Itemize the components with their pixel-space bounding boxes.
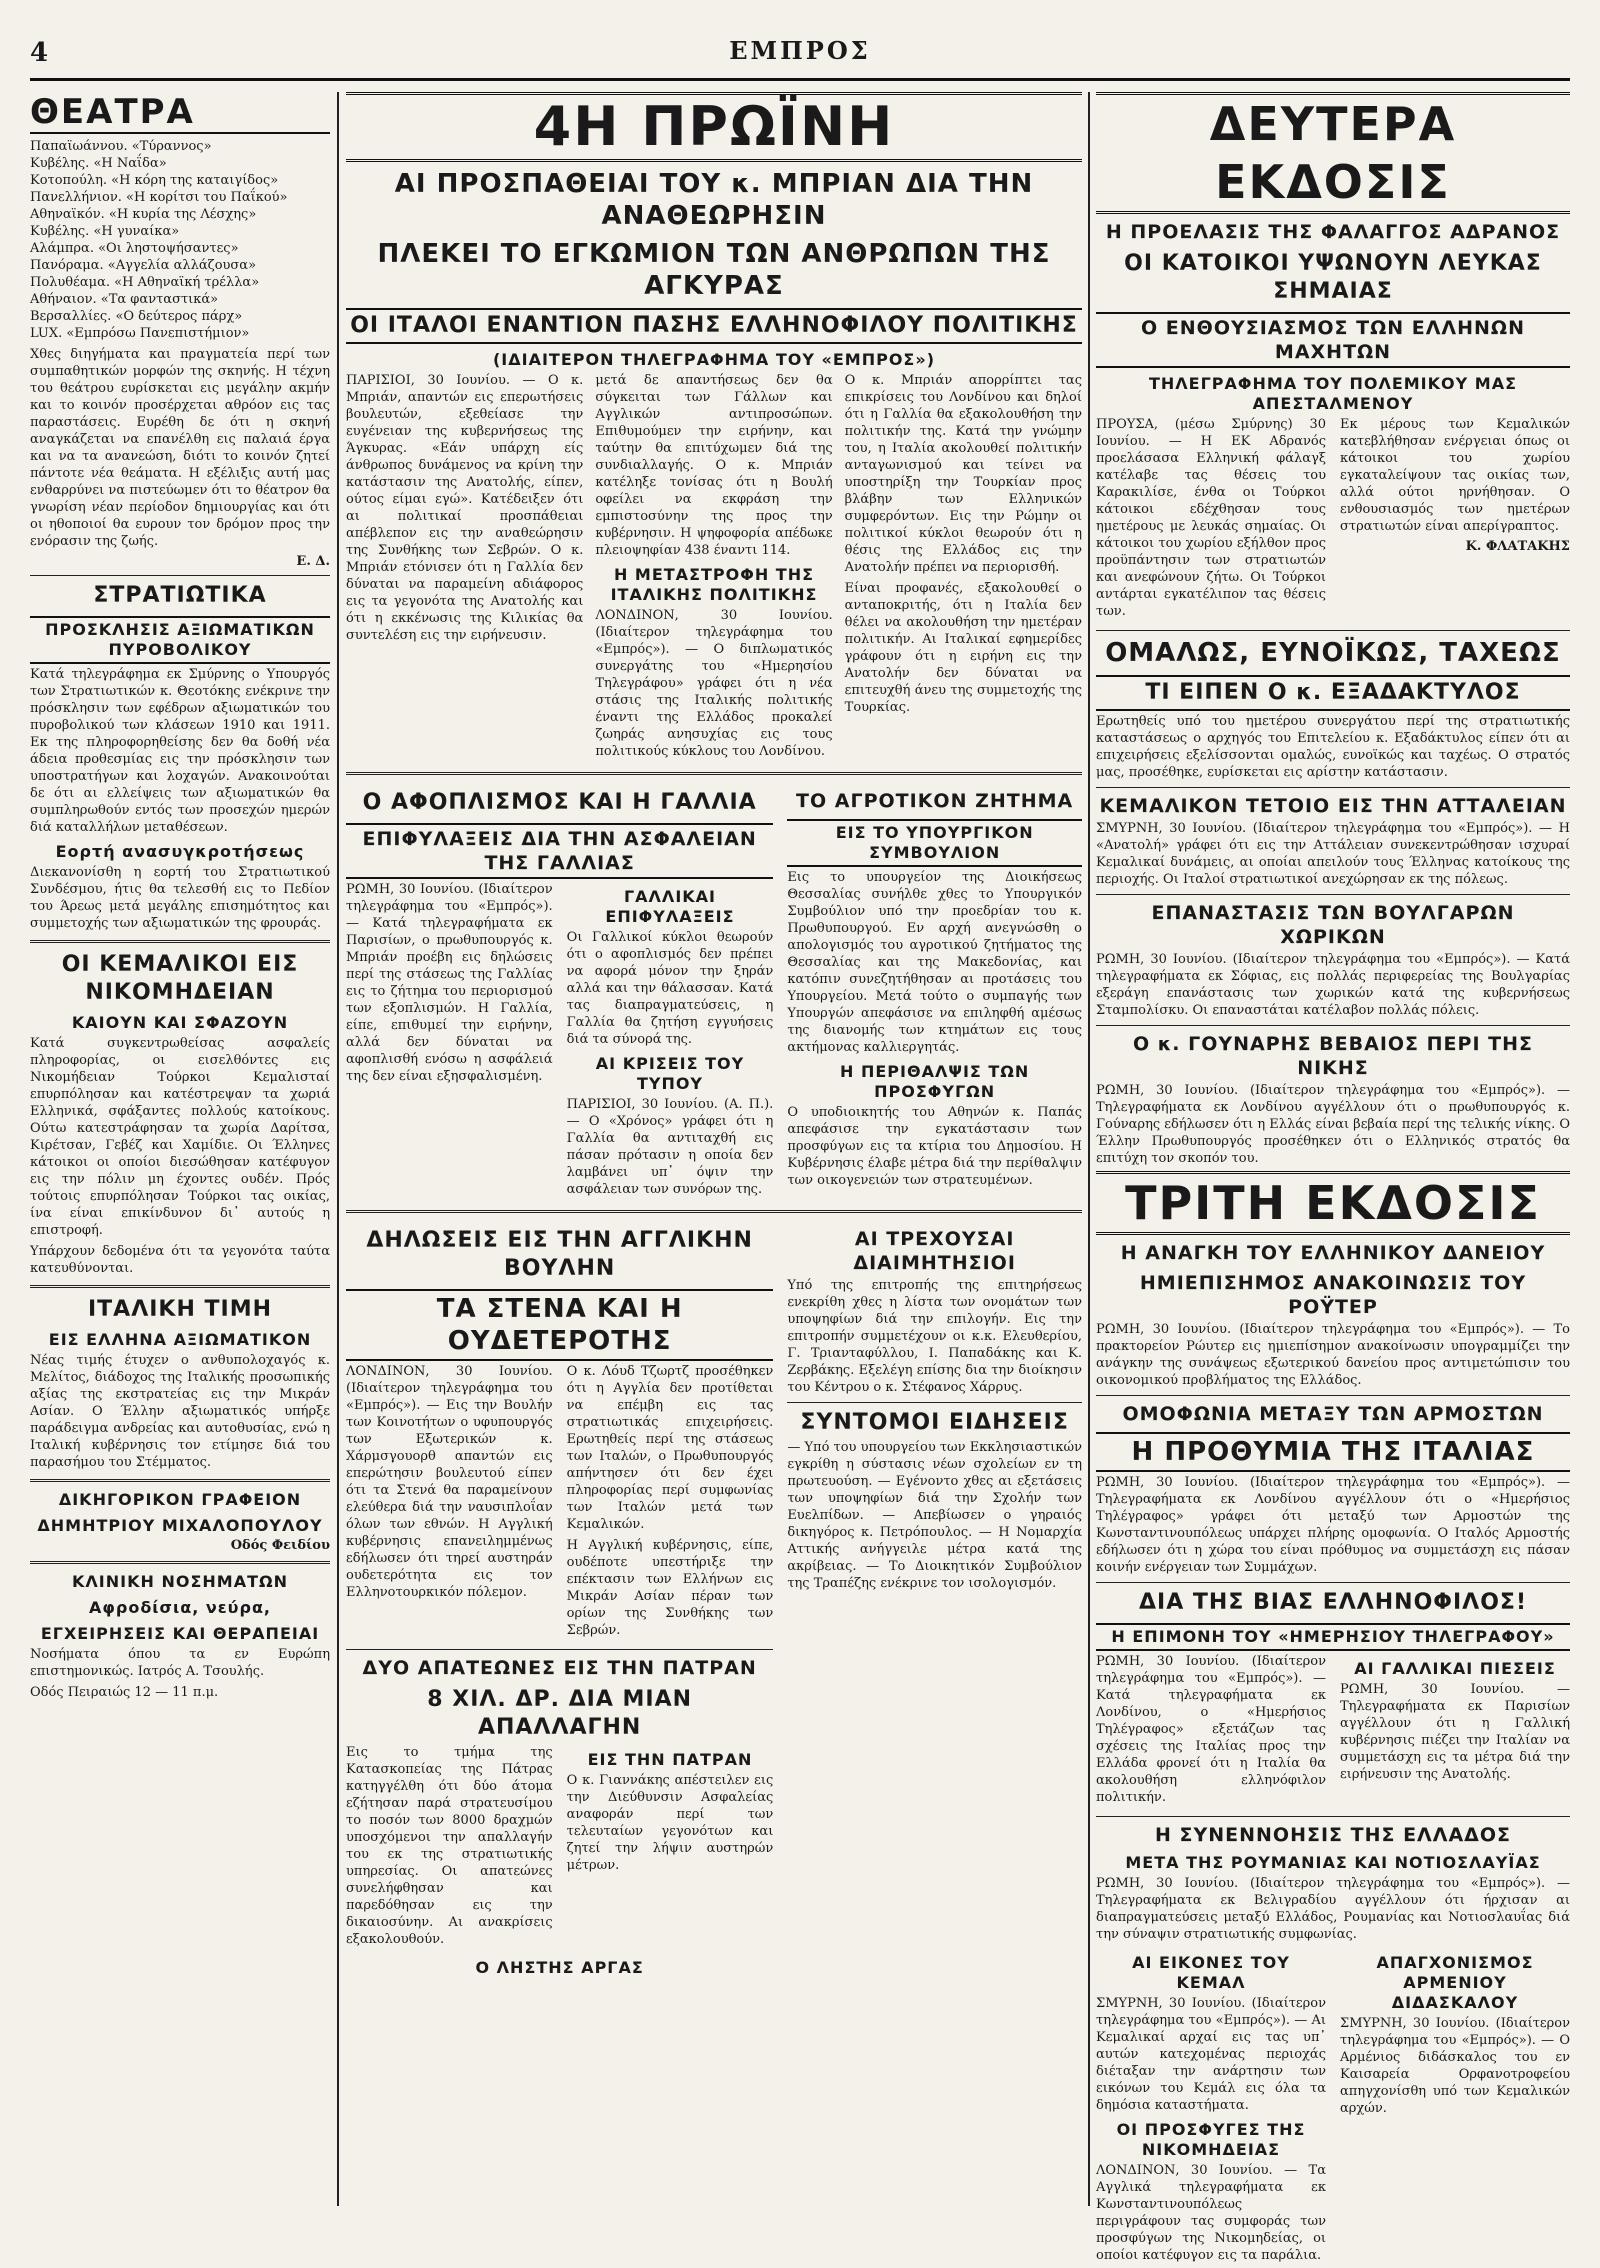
theatre-body: Χθες διηγήματα και πραγματεία περί των συμπαθητικών μορφών της σκηνής. Η τέχνη του θεάτρου ευρίσκεται εις μεγάλην ακμήν και το κοινόν προσέρχεται αθρόον εις τας παραστάσεις. Ευρέθη δε ότι η σκηνή αναγκάζεται να επανέλθη εις παλαιά έργα και να τα ανανεώση, διότι το κοινόν ζητεί πάντοτε νέα θεάματα. Η εξέλιξις αυτή μας ενθαρρύνει να πιστεύωμεν ότι το θέατρον θα γνωρίση νέαν περίοδον δημιουργίας και ότι οι ηθοποιοί θα ευρουν τον δρόμον προς την ενόρασιν της ζωής. [30, 347, 330, 549]
divider [30, 1479, 330, 1482]
bulgarian-body: ΡΩΜΗ, 30 Ιουνίου. (Ιδιαίτερον τηλεγράφημα του «Εμπρός»). — Κατά τηλεγραφήματα εκ Σόφιας, εις πολλάς περιφερείας της Βουλγαρίας εξεράγη επανάστασις των χωρικών κατά της κυβερνήσεως Σταμπολίσκυ. Οι επαναστάται κατέλαβον πολλάς πόλεις. [1096, 952, 1570, 1018]
first-edition-col-3: Ο κ. Μπριάν απορρίπτει τας επικρίσεις του Λονδίνου και δηλοί ότι η Γαλλία θα εξακολουθήση την πολιτικήν της. Κατά την γνώμην του, η Ιταλία ακολουθεί πολιτικήν ανταγωνισμού και τείνει να υποστηρίξη την Τουρκίαν προς βλάβην των Ελληνικών συμφερόντων. Εις την Ρώμην οι πολιτικοί κύκλοι θεωρούν ότι η θέσις της Ελλάδος εις την Ανατολήν πρέπει να περιορισθή. [844, 373, 1082, 575]
kemalists-body: Κατά συγκεντρωθείσας ασφαλείς πληροφορίας, οι εισελθόντες εις Νικομήδειαν Τούρκοι Κεμαλισταί επυρπόλησαν και κατέστρεψαν τα χωριά Ελληνικά, σφάξαντες πολλούς κατοίκους. Ούτω κατεστράφησαν τα χωρία Δαρίτσα, Κιρέτσαν, Γεβέζ και Χαμίδιε. Οι Έλληνες κάτοικοι οι οποίοι διεσώθησαν κατέφυγον εις την πόλιν μη έχοντες ουδέν. Πρός τούτοις επυρπόλησαν Τούρκοι τας οικίας, ίνα είναι επικίνδυνον δι᾽ αυτούς η επιστροφή. [30, 1036, 330, 1238]
parliament-body-2: Ο κ. Λόυδ Τζωρτζ προσέθηκεν ότι η Αγγλία δεν προτίθεται να επέμβη εις τας στρατιωτικάς επιχειρήσεις. Ερωτηθείς περί της στάσεως των Ιταλών, ο Πρωθυπουργός απήντησεν ότι δεν έχει πληροφορίας περί συμφωνίας των Ιταλών μετά των Κεμαλικών. [566, 1364, 774, 1532]
divider [1096, 630, 1570, 631]
romania-body: ΡΩΜΗ, 30 Ιουνίου. (Ιδιαίτερον τηλεγράφημα του «Εμπρός»). — Τηλεγραφήματα εκ Βελιγραδίου αγγέλλουν ότι ήρχισαν αι διαπραγματεύσεις μεταξύ Ελλάδος, Ρουμανίας και Νοτιοσλαυΐας διά την σύναψιν στρατιωτικής συμφωνίας. [1096, 1876, 1570, 1942]
divider [1096, 1395, 1570, 1396]
agrarian-subtitle: ΕΙΣ ΤΟ ΥΠΟΥΡΓΙΚΟΝ ΣΥΜΒΟΥΛΙΟΝ [787, 819, 1082, 867]
disarmament-body-2: Οι Γαλλικοί κύκλοι θεωρούν ότι ο αφοπλισμός δεν πρέπει να αφορά μόνον την ξηράν αλλά και την θάλασσαν. Κατά τας διαπραγματεύσεις, η Γαλλία θα ζητήση εγγυήσεις διά τα σύνορά της. [566, 930, 774, 1047]
disarmament-title: Ο ΑΦΟΠΛΙΣΜΟΣ ΚΑΙ Η ΓΑΛΛΙΑ [362, 790, 757, 815]
fugitives-body: Υπό της επιτροπής της επιτηρήσεως ενεκρίθη χθες η λίστα των ονομάτων των υποψηφίων διά την επιλογήν. Εις την επιτροπήν συμμετέχουν οι κ.κ. Ελευθερίου, Γ. Τριανταφύλλου, Ι. Παπαδάκης και Κ. Ζερβάκης. Εξελέγη επίσης δια την διοίκησιν του Κέντρου ο κ. Στέφανος Χάρρυς. [787, 1278, 1082, 1395]
nicomedia-title: ΟΙ ΠΡΟΣΦΥΓΕΣ ΤΗΣ ΝΙΚΟΜΗΔΕΙΑΣ [1116, 2120, 1306, 2159]
agrarian-subhead: Η ΠΕΡΙΘΑΛΨΙΣ ΤΩΝ ΠΡΟΣΦΥΓΩΝ [840, 1062, 1030, 1101]
first-edition-headline-3: ΟΙ ΙΤΑΛΟΙ ΕΝΑΝΤΙΟΝ ΠΑΣΗΣ ΕΛΛΗΝΟΦΙΛΟΥ ΠΟΛΙΤΙΚΗΣ [346, 308, 1082, 344]
center-column [346, 92, 1082, 2206]
list-item: Βερσαλλίες. «Ο δεύτερος πάρχ» [30, 309, 243, 324]
military-title: ΣΤΡΑΤΙΩΤΙΚΑ [93, 583, 267, 608]
list-item: Κοτοπούλη. «Η κόρη της καταιγίδος» [30, 173, 279, 188]
philhellene-subhead: ΑΙ ΓΑΛΛΙΚΑΙ ΠΙΕΣΕΙΣ [1354, 1659, 1556, 1678]
calm-title: ΟΜΑΛΩΣ, ΕΥΝΟΪΚΩΣ, ΤΑΧΕΩΣ [1105, 638, 1561, 668]
robbers-title: ΔΥΟ ΑΠΑΤΕΩΝΕΣ ΕΙΣ ΤΗΝ ΠΑΤΡΑΝ [362, 1657, 757, 1679]
law-office-address: Οδός Φειδίου [230, 1538, 330, 1553]
first-edition-col-1: ΠΑΡΙΣΙΟΙ, 30 Ιουνίου. — Ο κ. Μπριάν, απαντών εις επερωτήσεις βουλευτών, εξεθείασε την ευγένειαν της κυβερνήσεως της Άγκυρας. «Εάν υπάρχη είς άνθρωπος δυνάμενος να κρίνη την κατάστασιν της Ανατολής, είπεν, ούτος είμαι εγώ». Κατέδειξεν ότι αι πολιτικαί προσπάθειαι απέβλεπον εις την αναθεώρησιν της Συνθήκης των Σεβρών. Ο κ. Μπριάν ετόνισεν ότι η Γαλλία δεν δύναται να παραμείνη αδιάφορος εις τα γεγονότα της Ανατολής και ότι η εκκένωσις της Κιλικίας θα συντελέση εις την ειρήνευσιν. [346, 373, 584, 643]
agrarian-title: ΤΟ ΑΓΡΟΤΙΚΟΝ ΖΗΤΗΜΑ [796, 790, 1074, 812]
bulgarian-title: ΕΠΑΝΑΣΤΑΣΙΣ ΤΩΝ ΒΟΥΛΓΑΡΩΝ ΧΩΡΙΚΩΝ [1151, 902, 1515, 948]
divider [30, 1561, 330, 1564]
list-item: Παπαϊωάννου. «Τύραννος» [30, 139, 212, 154]
gounaris-body: ΡΩΜΗ, 30 Ιουνίου. (Ιδιαίτερον τηλεγράφημα του «Εμπρός»). — Τηλεγραφήματα εκ Λονδίνου αγγέλλουν ότι ο πρωθυπουργός κ. Γούναρης εδήλωσεν ότι η Ελλάς είναι βεβαία περί της τελικής νίκης. Ο Έλλην Πρωθυπουργός προσέθηκεν ότι ο Ελληνικός στρατός θα επιτύχη τον σκοπόν του. [1096, 1083, 1570, 1166]
unanimity-title: ΟΜΟΦΩΝΙΑ ΜΕΤΑΞΥ ΤΩΝ ΑΡΜΟΣΤΩΝ [1122, 1403, 1544, 1425]
unanimity-body: ΡΩΜΗ, 30 Ιουνίου. (Ιδιαίτερον τηλεγράφημα του «Εμπρός»). — Τηλεγραφήματα εκ Λονδίνου αγγέλλουν ότι ο «Ημερήσιος Τηλέγραφος» γράφει ότι μεταξύ των Αρμοστών της Κωνσταντινουπόλεως υπάρχει πλήρης ομοφωνία. Ο Ιταλός Αρμοστής εδήλωσεν ότι η χώρα του είναι πρόθυμος να συμμετάσχη εις πάσαν κοινήν ενέργειαν των Συμμάχων. [1096, 1475, 1570, 1575]
agrarian-body: Εις το υπουργείον της Διοικήσεως Θεσσαλίας συνήλθε χθες το Υπουργικόν Συμβούλιον υπό την προεδρίαν του κ. Πρωθυπουργού. Εν αρχή ανεγνώσθη ο απολογισμός του αγροτικού ζητήματος της Θεσσαλίας και της Μακεδονίας, και κατόπιν συνεζητήθησαν αι προτάσεις του Υπουργείου. Μετά τούτο ο συμπαγής των Υπουργών απεφάσισε να επιληφθή αμέσως της διανομής των κτημάτων εις τους ακτήμονας καλλιεργητάς. [787, 870, 1082, 1055]
divider [787, 1402, 1082, 1403]
clinic-line-3: Νοσήματα όπου τα εν Ευρώπη επιστημονικώς. Ιατρός Α. Τσουλής. [30, 1647, 330, 1679]
kemalists-body-2: Υπάρχουν δεδομένα ότι τα γεγονότα ταύτα κατευθύνονται. [30, 1244, 330, 1276]
divider [30, 575, 330, 576]
law-office-name: ΔΗΜΗΤΡΙΟΥ ΜΙΧΑΛΟΠΟΥΛΟΥ [37, 1516, 323, 1535]
robbers-subtitle: 8 ΧΙΛ. ΔΡ. ΔΙΑ ΜΙΑΝ ΑΠΑΛΛΑΓΗΝ [427, 1687, 693, 1740]
military-body-2: Διεκανονίσθη η εορτή του Στρατιωτικού Συνδέσμου, ήτις θα τελεσθή εις το Πεδίον του Άρεως μετά μεγάλης επισημότητος και συμμετοχής των αξιωματικών της φρουράς. [30, 865, 330, 931]
italian-honor-title: ΙΤΑΛΙΚΗ ΤΙΜΗ [87, 1297, 273, 1322]
list-item: Πολυθέαμα. «Η Αθηναϊκή τρέλλα» [30, 275, 260, 290]
column-rule [337, 92, 339, 2206]
second-edition-dispatch: ΤΗΛΕΓΡΑΦΗΜΑ ΤΟΥ ΠΟΛΕΜΙΚΟΥ ΜΑΣ ΑΠΕΣΤΑΛΜΕΝΟΥ [1148, 374, 1518, 413]
first-edition-dispatch: (ΙΔΙΑΙΤΕΡΟΝ ΤΗΛΕΓΡΑΦΗΜΑ ΤΟΥ «ΕΜΠΡΟΣ») [492, 350, 935, 369]
kemal-images-body: ΣΜΥΡΝΗ, 30 Ιουνίου. (Ιδιαίτερον τηλεγράφημα του «Εμπρός»). — Αι Κεμαλικαί αρχαί εις τας υπ᾽ αυτών κατεχομένας περιοχάς διέταξαν την ανάρτησιν των εικόνων του Κεμάλ εις όλα τα δημόσια καταστήματα. [1096, 1996, 1326, 2113]
right-column [1096, 92, 1570, 2263]
divider [1096, 894, 1570, 895]
list-item: Κυβέλης. «Η γυναίκα» [30, 224, 180, 239]
robbers-footer: Ο ΛΗΣΤΗΣ ΑΡΓΑΣ [475, 1958, 644, 1977]
divider [346, 1210, 1082, 1213]
parliament-body: ΛΟΝΔΙΝΟΝ, 30 Ιουνίου. (Ιδιαίτερον τηλεγράφημα του «Εμπρός»). — Εις την Βουλήν των Κοινοτήτων ο υφυπουργός των Εξωτερικών κ. Χάρμσγουορθ απαντών εις επερώτησιν βουλευτού είπεν ότι τα Στενά θα παραμείνουν ελεύθερα διά την ναυσιπλοΐαν όλων των εθνών. Η Αγγλική κυβέρνησις επανειλημμένως εδήλωσεν ότι τηρεί αυστηράν ουδετερότητα εις τον Ελληνοτουρκικόν πόλεμον. [346, 1364, 553, 1600]
clinic-line-4: Οδός Πειραιώς 12 — 11 π.μ. [30, 1685, 219, 1700]
divider [1096, 1025, 1570, 1026]
second-edition-headline-2: ΟΙ ΚΑΤΟΙΚΟΙ ΥΨΩΝΟΥΝ ΛΕΥΚΑΣ ΣΗΜΑΙΑΣ [1124, 251, 1542, 304]
divider [346, 772, 1082, 775]
philhellene-subtitle: Η ΕΠΙΜΟΝΗ ΤΟΥ «ΗΜΕΡΗΣΙΟΥ ΤΗΛΕΓΡΑΦΟΥ» [1096, 1623, 1570, 1651]
philhellene-body-2: ΡΩΜΗ, 30 Ιουνίου. — Τηλεγραφήματα εκ Παρισίων αγγέλλουν ότι η Γαλλική κυβέρνησις πιέζει την Ιταλίαν να συμμετάσχη εις τα μέτρα διά την ειρήνευσιν της Ανατολής. [1340, 1682, 1570, 1782]
parliament-title: ΔΗΛΩΣΕΙΣ ΕΙΣ ΤΗΝ ΑΓΓΛΙΚΗΝ ΒΟΥΛΗΝ [366, 1228, 753, 1281]
short-news-body: — Υπό του υπουργείου των Εκκλησιαστικών εγκρίθη η σύστασις νέων σχολείων εν τη πρωτευούση. — Εγένοντο χθες αι εξετάσεις των υποψηφίων διά την Σχολήν των Ευελπίδων. — Απεβίωσεν ο γηραιός δικηγόρος κ. Πετρόπουλος. — Η Νομαρχία Αττικής ανήγγειλε μέτρα κατά της ακρίβειας. — Το Διοικητικόν Συμβούλιον της Τραπέζης ενέκρινε τον ισολογισμόν. [787, 1440, 1083, 1591]
armenian-body: ΣΜΥΡΝΗ, 30 Ιουνίου. (Ιδιαίτερον τηλεγράφημα του «Εμπρός»). — Ο Αρμένιος διδάσκαλος του εν Καισαρεία Ορφανοτροφείου απηγχονίσθη υπό των Κεμαλικών αρχών. [1340, 2016, 1570, 2116]
second-edition-label: ΔΕΥΤΕΡΑ ΕΚΔΟΣΙΣ [1096, 92, 1570, 214]
page-number: 4 [30, 38, 49, 68]
military-subhead: Εορτή ανασυγκροτήσεως [55, 842, 305, 861]
disarmament-subhead: ΓΑΛΛΙΚΑΙ ΕΠΙΦΥΛΑΞΕΙΣ [605, 887, 735, 926]
disarmament-body-3: ΠΑΡΙΣΙΟΙ, 30 Ιουνίου. (Α. Π.). — Ο «Χρόνος» γράφει ότι η Γαλλία θα αντιταχθή εις πάσαν πρότασιν η οποία δεν λαμβάνει υπ᾽ όψιν την ασφάλειαν των συνόρων της. [566, 1097, 774, 1197]
list-item: Πανόραμα. «Αγγελία αλλάζουσα» [30, 258, 257, 273]
short-news-title: ΣΥΝΤΟΜΟΙ ΕΙΔΗΣΕΙΣ [800, 1410, 1069, 1435]
third-edition-headline-1: Η ΑΝΑΓΚΗ ΤΟΥ ΕΛΛΗΝΙΚΟΥ ΔΑΝΕΙΟΥ [1120, 1242, 1546, 1264]
second-edition-body: ΠΡΟΥΣΑ, (μέσω Σμύρνης) 30 Ιουνίου. — Η ΕΚ Αδρανός προελάσασα Ελληνική φάλαγξ κατέλαβε τας θέσεις του Καρακιλίσε, ένθα οι Τούρκοι κάτοικοι εδέχθησαν τους ημετέρους με λευκάς σημαίας. Οι κάτοικοι του χωρίου εξήλθον προς προϋπάντησιν των στρατιωτών και ανεφώνουν ζήτω. Οι Τούρκοι αντάρται εγκατέλιπον τας θέσεις των. [1096, 417, 1326, 619]
list-item: Κυβέλης. «Η Ναΐδα» [30, 156, 167, 171]
kemal-images-title: ΑΙ ΕΙΚΟΝΕΣ ΤΟΥ ΚΕΜΑΛ [1132, 1953, 1290, 1992]
list-item: Αλάμπρα. «Οι ληστοψήσαντες» [30, 241, 239, 256]
middle-row [346, 783, 1082, 1202]
masthead [30, 36, 1570, 81]
parliament-subtitle: ΤΑ ΣΤΕΝΑ ΚΑΙ Η ΟΥΔΕΤΕΡΟΤΗΣ [346, 1289, 773, 1361]
robbers-subhead: ΕΙΣ ΤΗΝ ΠΑΤΡΑΝ [587, 1750, 753, 1769]
signature: Κ. ΦΛΑΤΑΚΗΣ [1465, 539, 1570, 554]
romania-subtitle: ΜΕΤΑ ΤΗΣ ΡΟΥΜΑΝΙΑΣ ΚΑΙ ΝΟΤΙΟΣΛΑΥΪΑΣ [1125, 1853, 1541, 1872]
third-edition-headline-2: ΗΜΙΕΠΙΣΗΜΟΣ ΑΝΑΚΟΙΝΩΣΙΣ ΤΟΥ ΡΟΫΤΕΡ [1139, 1272, 1527, 1318]
kemalists-title: ΟΙ ΚΕΜΑΛΙΚΟΙ ΕΙΣ ΝΙΚΟΜΗΔΕΙΑΝ [61, 952, 299, 1005]
first-edition-label: 4Η ΠΡΩΪΝΗ [346, 92, 1082, 162]
italian-honor-subtitle: ΕΙΣ ΕΛΛΗΝΑ ΑΞΙΩΜΑΤΙΚΟΝ [48, 1330, 312, 1349]
divider [346, 1649, 773, 1650]
first-edition-col-2: μετά δε απαντήσεως δεν θα σύγκειται των Γάλλων και Αγγλικών αντιπροσώπων. Επιθυμούμεν την ειρήνην, και ταύτην θα επιτύχωμεν διά της συνδιαλλαγής. Ο κ. Μπριάν κατέληξε τονίσας ότι η Βουλή οφείλει να εκφράση την εμπιστοσύνην της προς την κυβέρνησιν. Η ψηφοφορία απέδωκε πλειοψηφίαν 438 έναντι 114. [595, 373, 833, 558]
fugitives-title: ΑΙ ΤΡΕΧΟΥΣΑΙ ΔΙΑΙΜΗΤΗΣΙΟΙ [853, 1228, 1016, 1274]
first-edition-col-2b: ΛΟΝΔΙΝΟΝ, 30 Ιουνίου. (Ιδιαίτερον τηλεγράφημα του «Εμπρός»). — Ο διπλωματικός συνεργάτης του «Ημερησίου Τηλεγράφου» γράφει ότι η νέα στάσις της Ιταλικής πολιτικής έναντι της Ελλάδος προκαλεί ζωηράς ανησυχίας εις τους πολιτικούς κύκλους του Λονδίνου. [595, 608, 833, 759]
robbers-body-2: Ο κ. Γιαννάκης απέστειλεν εις την Διεύθυνσιν Ασφαλείας αναφοράν περί των τελευταίων γεγονότων και ζητεί την λήψιν αυστηρών μέτρων. [566, 1773, 774, 1873]
third-edition-label: ΤΡΙΤΗ ΕΚΔΟΣΙΣ [1096, 1171, 1570, 1235]
unanimity-subtitle: Η ΠΡΟΘΥΜΙΑ ΤΗΣ ΙΤΑΛΙΑΣ [1096, 1432, 1570, 1472]
parliament-body-3: Η Αγγλική κυβέρνησις, είπε, ουδέποτε υπεστήριξε την επέκτασιν των Ελλήνων εις Μικράν Ασίαν πέραν των ορίων της Συνθήκης των Σεβρών. [566, 1538, 774, 1638]
kemalists-subtitle: ΚΑΙΟΥΝ ΚΑΙ ΣΦΑΖΟΥΝ [71, 1013, 289, 1032]
law-office-title: ΔΙΚΗΓΟΡΙΚΟΝ ΓΡΑΦΕΙΟΝ [58, 1490, 302, 1509]
lower-row [346, 1221, 1082, 1980]
left-column [30, 92, 330, 2206]
theatre-listings [30, 138, 330, 342]
attaleia-title: ΚΕΜΑΛΙΚΟΝ ΤΕΤΟΙΟ ΕΙΣ ΤΗΝ ΑΤΤΑΛΕΙΑΝ [1099, 795, 1567, 817]
clinic-line-2: ΕΓΧΕΙΡΗΣΕΙΣ ΚΑΙ ΘΕΡΑΠΕΙΑΙ [40, 1624, 320, 1643]
signature: Ε. Δ. [296, 554, 330, 569]
first-edition-col-3b: Είναι προφανές, εξακολουθεί ο ανταποκριτής, ότι η Ιταλία δεν θέλει να ακολουθήση την ημετέραν πολιτικήν. Αι Ιταλικαί εφημερίδες γράφουν ότι η ειρήνη εις την Ανατολήν δεν δύναται να επιτευχθή άνευ της συμμετοχής της Τουρκίας. [844, 581, 1082, 715]
list-item: Πανελλήνιον. «Η κορίτσι του Παΐκού» [30, 190, 288, 205]
first-edition-columns [346, 372, 1082, 764]
first-edition-headline-2: ΠΛΕΚΕΙ ΤΟ ΕΓΚΩΜΙΟΝ ΤΩΝ ΑΝΘΡΩΠΩΝ ΤΗΣ ΑΓΚΥΡΑΣ [377, 239, 1051, 301]
divider [1096, 787, 1570, 788]
list-item: Αθηναϊκόν. «Η κυρία της Λέσχης» [30, 207, 257, 222]
first-edition-headline-1: ΑΙ ΠΡΟΣΠΑΘΕΙΑΙ ΤΟΥ κ. ΜΠΡΙΑΝ ΔΙΑ ΤΗΝ ΑΝΑΘΕΩΡΗΣΙΝ [394, 169, 1034, 231]
second-edition-headline-1: Η ΠΡΟΕΛΑΣΙΣ ΤΗΣ ΦΑΛΑΓΓΟΣ ΑΔΡΑΝΟΣ [1105, 221, 1561, 243]
third-edition-body: ΡΩΜΗ, 30 Ιουνίου. (Ιδιαίτερον τηλεγράφημα του «Εμπρός»). — Το πρακτορείον Ρώυτερ εις ημιεπίσημον ανακοίνωσιν υπογραμμίζει την ανάγκην της συνάψεως εξωτερικού δανείου προς αντιμετώπισιν του οικονομικού προβλήματος της Ελλάδος. [1096, 1322, 1570, 1388]
second-edition-body-2: Εκ μέρους των Κεμαλικών κατεβλήθησαν ενέργειαι όπως οι κάτοικοι του χωρίου εγκαταλείψουν τας οικίας των, αλλά ούτοι ηρνήθησαν. Ο ενθουσιασμός των ημετέρων στρατιωτών είναι απερίγραπτος. [1340, 417, 1570, 534]
military-body: Κατά τηλεγράφημα εκ Σμύρνης ο Υπουργός των Στρατιωτικών κ. Θεοτόκης ενέκρινε την πρόσκλησιν των εφέδρων αξιωματικών του πυροβολικού των κλάσεων 1910 και 1911. Εκ της πληροφορηθείσης δεν θα δοθή νέα άδεια προθεσμίας εις την πρόσκλησιν των υποστρατήγων και λοχαγών. Ανακοινούται δε ότι αι ελλείψεις των αξιωματικών θα συμπληρωθούν εντός των προσεχών ημερών διά καταλλήλων μεταθέσεων. [30, 667, 330, 835]
philhellene-title: ΔΙΑ ΤΗΣ ΒΙΑΣ ΕΛΛΗΝΟΦΙΛΟΣ! [1139, 1590, 1527, 1615]
nicomedia-body: ΛΟΝΔΙΝΟΝ, 30 Ιουνίου. — Τα Αγγλικά τηλεγραφήματα εκ Κωνσταντινουπόλεως περιγράφουν τας συμφοράς των προσφύγων της Νικομηδείας, οι οποίοι κατέφυγον εις τα παράλια. [1096, 2163, 1326, 2263]
armenian-title: ΑΠΑΓΧΟΝΙΣΜΟΣ ΑΡΜΕΝΙΟΥ ΔΙΔΑΣΚΑΛΟΥ [1376, 1953, 1534, 2012]
newspaper-page [30, 36, 1570, 2263]
gounaris-title: Ο κ. ΓΟΥΝΑΡΗΣ ΒΕΒΑΙΟΣ ΠΕΡΙ ΤΗΣ ΝΙΚΗΣ [1133, 1033, 1533, 1079]
newspaper-name: ΕΜΠΡΟΣ [729, 36, 871, 65]
list-item: LUX. «Εμπρόσω Πανεπιστήμιον» [30, 326, 250, 341]
military-subtitle: ΠΡΟΣΚΛΗΣΙΣ ΑΞΙΩΜΑΤΙΚΩΝ ΠΥΡΟΒΟΛΙΚΟΥ [30, 616, 330, 664]
first-edition-subhead: Η ΜΕΤΑΣΤΡΟΦΗ ΤΗΣ ΙΤΑΛΙΚΗΣ ΠΟΛΙΤΙΚΗΣ [610, 565, 818, 604]
italian-honor-body: Νέας τιμής έτυχεν ο ανθυπολοχαγός κ. Μελίτος, διάδοχος της Ιταλικής προσωπικής αξίας της εκστρατείας εις την Μικράν Ασίαν. Ο Έλλην αξιωματικός υπήρξε παράδειγμα ανδρείας και αυτοθυσίας, ενώ η Ιταλική κυβέρνησις τον ετίμησε διά του παρασήμου του Στέμματος. [30, 1353, 330, 1470]
divider [1096, 1582, 1570, 1583]
divider [1096, 1816, 1570, 1817]
philhellene-body: ΡΩΜΗ, 30 Ιουνίου. (Ιδιαίτερον τηλεγράφημα του «Εμπρός»). — Κατά τηλεγραφήματα εκ Λονδίνου, ο «Ημερήσιος Τηλέγραφος» εξετάζων τας σχέσεις της Ιταλίας προς την Ελλάδα φρονεί ότι η Ιταλία θα ακολουθήση ελληνόφιλον πολιτικήν. [1096, 1654, 1326, 1805]
column-rule [1088, 92, 1090, 2206]
attaleia-body: ΣΜΥΡΝΗ, 30 Ιουνίου. (Ιδιαίτερον τηλεγράφημα του «Εμπρός»). — Η «Ανατολή» γράφει ότι εις την Αττάλειαν συνεκεντρώθησαν ισχυραί Κεμαλικαί δυνάμεις, αι οποίαι απειλούν τους Έλληνας κατοίκους της περιοχής. Οι Ιταλοί στρατιωτικοί ανεχώρησαν εκ της πόλεως. [1096, 821, 1570, 887]
calm-body: Ερωτηθείς υπό του ημετέρου συνεργάτου περί της στρατιωτικής καταστάσεως ο αρχηγός του Επιτελείου κ. Εξαδάκτυλος είπεν ότι αι επιχειρήσεις εξελίσσονται ομαλώς, ευνοϊκώς και ταχέως. Ο στρατός μας, προσέθηκε, ευρίσκεται εις αρίστην κατάστασιν. [1096, 714, 1570, 780]
divider [30, 1285, 330, 1288]
robbers-body: Εις το τμήμα της Κατασκοπείας της Πάτρας κατηγγέλθη ότι δύο άτομα εζήτησαν παρά στρατευσίμου το ποσόν των 8000 δραχμών υποσχόμενοι την απαλλαγήν του εκ της στρατιωτικής υπηρεσίας. Οι απατεώνες συνελήφθησαν και παρεδόθησαν εις την δικαιοσύνην. Αι ανακρίσεις εξακολουθούν. [346, 1745, 553, 1947]
second-edition-headline-3: Ο ΕΝΘΟΥΣΙΑΣΜΟΣ ΤΩΝ ΕΛΛΗΝΩΝ ΜΑΧΗΤΩΝ [1096, 312, 1570, 368]
agrarian-body-2: Ο υποδιοικητής του Αθηνών κ. Παπάς απεφάσισε την εγκατάστασιν των προσφύγων εις τα κτίρια του Δημοσίου. Η Κυβέρνησις έλαβε μέτρα διά την περίθαλψιν των οικογενειών των στρατευμένων. [787, 1105, 1082, 1188]
list-item: Αθήναιον. «Τα φανταστικά» [30, 292, 219, 307]
disarmament-subhead-2: ΑΙ ΚΡΙΣΕΙΣ ΤΟΥ ΤΥΠΟΥ [595, 1054, 745, 1093]
clinic-title: ΚΛΙΝΙΚΗ ΝΟΣΗΜΑΤΩΝ [72, 1572, 288, 1591]
clinic-line-1: Αφροδίσια, νεύρα, [88, 1598, 272, 1617]
theatre-title: ΘΕΑΤΡΑ [30, 92, 330, 134]
divider [30, 940, 330, 943]
disarmament-body: ΡΩΜΗ, 30 Ιουνίου. (Ιδιαίτερον τηλεγράφημα του «Εμπρός»). — Κατά τηλεγραφήματα εκ Παρισίων, ο πρωθυπουργός κ. Μπριάν προέβη εις δηλώσεις περί της στάσεως της Γαλλίας εις το ζήτημα του περιορισμού των εξοπλισμών. Η Γαλλία, είπε, επιθυμεί την ειρήνην, αλλά δεν δύναται να αφοπλισθή ενόσω η ασφάλειά της δεν είναι εξησφαλισμένη. [346, 882, 553, 1084]
calm-subtitle: ΤΙ ΕΙΠΕΝ Ο κ. ΕΞΑΔΑΚΤΥΛΟΣ [1096, 675, 1570, 711]
romania-title: Η ΣΥΝΕΝΝΟΗΣΙΣ ΤΗΣ ΕΛΛΑΔΟΣ [1154, 1824, 1511, 1846]
disarmament-subtitle: ΕΠΙΦΥΛΑΞΕΙΣ ΔΙΑ ΤΗΝ ΑΣΦΑΛΕΙΑΝ ΤΗΣ ΓΑΛΛΙΑΣ [346, 823, 773, 879]
